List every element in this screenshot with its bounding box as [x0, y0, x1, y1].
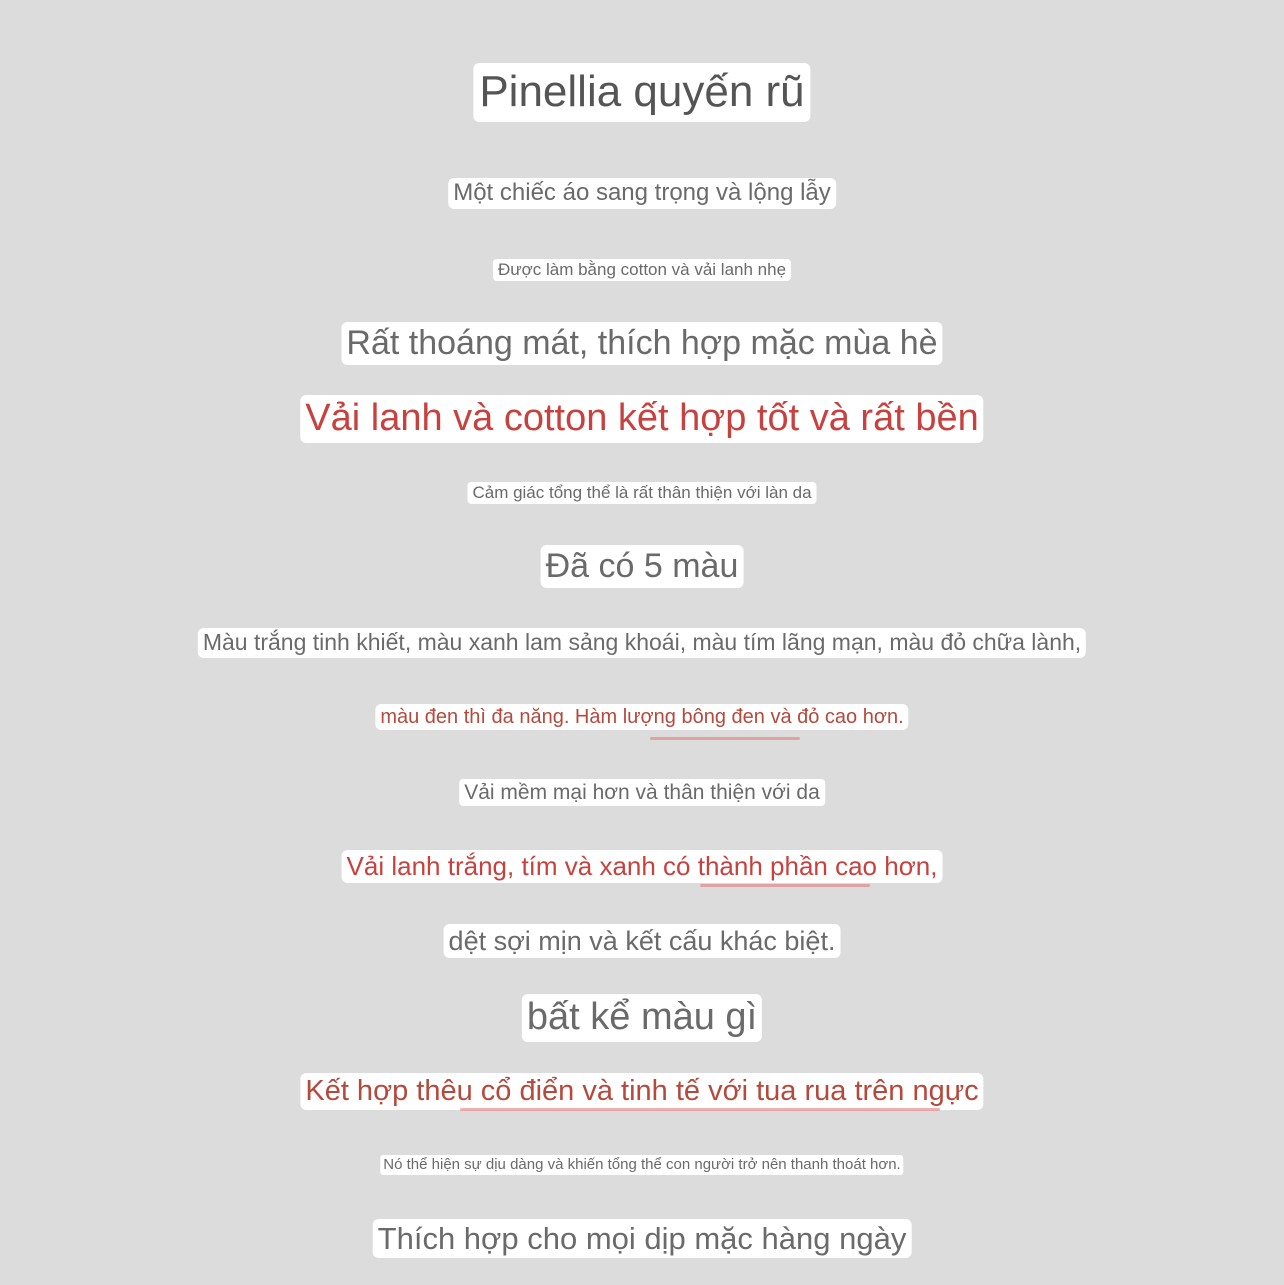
line-14: Nó thể hiện sự dịu dàng và khiến tổng thể con người trở nên thanh thoát hơn. — [380, 1155, 903, 1175]
line-15: Thích hợp cho mọi dịp mặc hàng ngày — [373, 1219, 912, 1258]
line-3: Rất thoáng mát, thích hợp mặc mùa hè — [341, 322, 942, 365]
line-2: Được làm bằng cotton và vải lanh nhẹ — [493, 259, 791, 281]
line-11: dệt sợi mịn và kết cấu khác biệt. — [444, 924, 841, 958]
line-9: Vải mềm mại hơn và thân thiện với da — [459, 779, 825, 806]
line-6: Đã có 5 màu — [541, 545, 744, 588]
title: Pinellia quyến rũ — [473, 63, 810, 122]
line-4-highlight: Vải lanh và cotton kết hợp tốt và rất bền — [300, 395, 983, 443]
line-7: Màu trắng tinh khiết, màu xanh lam sảng khoái, màu tím lãng mạn, màu đỏ chữa lành, — [198, 628, 1086, 658]
line-13-highlight: Kết hợp thêu cổ điển và tinh tế với tua rua trên ngực — [300, 1073, 983, 1110]
line-1: Một chiếc áo sang trọng và lộng lẫy — [448, 178, 836, 209]
line-8-underline — [650, 737, 800, 740]
line-8-highlight: màu đen thì đa năng. Hàm lượng bông đen và đỏ cao hơn. — [375, 704, 908, 730]
line-10-highlight: Vải lanh trắng, tím và xanh có thành phần cao hơn, — [342, 850, 943, 883]
line-13-underline — [460, 1108, 940, 1111]
line-10-underline — [700, 884, 870, 887]
line-5: Cảm giác tổng thể là rất thân thiện với làn da — [467, 482, 816, 504]
line-12: bất kể màu gì — [522, 994, 762, 1042]
